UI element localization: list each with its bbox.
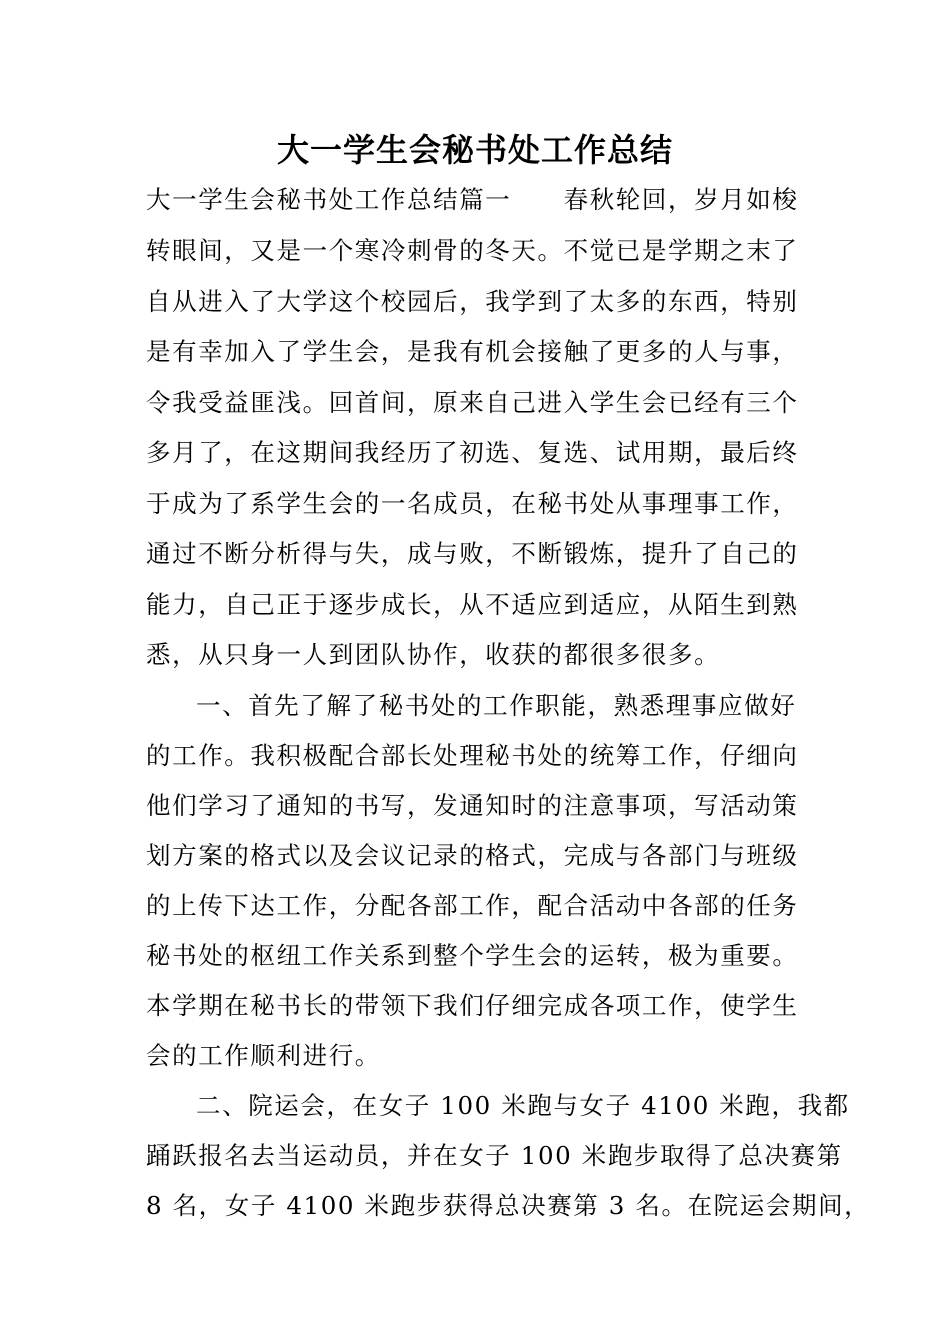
paragraph-line: 通过不断分析得与失，成与败，不断锻炼，提升了自己的 xyxy=(146,539,799,568)
paragraph-line: 是有幸加入了学生会，是我有机会接触了更多的人与事， xyxy=(146,337,799,366)
paragraph-line: 会的工作顺利进行。 xyxy=(146,1041,381,1070)
document-title: 大一学生会秘书处工作总结 xyxy=(276,131,673,169)
paragraph-line: 于成为了系学生会的一名成员，在秘书处从事理事工作， xyxy=(146,489,799,518)
paragraph-line: 令我受益匪浅。回首间，原来自己进入学生会已经有三个 xyxy=(146,388,799,417)
paragraph-line: 多月了，在这期间我经历了初选、复选、试用期，最后终 xyxy=(146,438,799,467)
paragraph-line: 二、院运会，在女子 100 米跑与女子 4100 米跑，我都 xyxy=(196,1091,850,1120)
paragraph-line: 一、首先了解了秘书处的工作职能，熟悉理事应做好 xyxy=(196,691,797,720)
paragraph-line: 秘书处的枢纽工作关系到整个学生会的运转，极为重要。 xyxy=(146,941,799,970)
paragraph-line: 划方案的格式以及会议记录的格式，完成与各部门与班级 xyxy=(146,841,799,870)
paragraph-line: 8 名，女子 4100 米跑步获得总决赛第 3 名。在院运会期间， xyxy=(146,1191,871,1220)
paragraph-line: 悉，从只身一人到团队协作，收获的都很多很多。 xyxy=(146,640,721,669)
paragraph-line: 他们学习了通知的书写，发通知时的注意事项，写活动策 xyxy=(146,791,799,820)
paragraph-line: 自从进入了大学这个校园后，我学到了太多的东西，特别 xyxy=(146,287,799,316)
paragraph-line: 能力，自己正于逐步成长，从不适应到适应，从陌生到熟 xyxy=(146,590,799,619)
paragraph-line: 踊跃报名去当运动员，并在女子 100 米跑步取得了总决赛第 xyxy=(146,1141,843,1170)
paragraph-line: 的工作。我积极配合部长处理秘书处的统筹工作，仔细向 xyxy=(146,741,799,770)
paragraph-line: 大一学生会秘书处工作总结篇一 春秋轮回，岁月如梭 xyxy=(146,185,799,214)
paragraph-line: 转眼间，又是一个寒冷刺骨的冬天。不觉已是学期之末了 xyxy=(146,236,799,265)
paragraph-line: 本学期在秘书长的带领下我们仔细完成各项工作，使学生 xyxy=(146,991,799,1020)
paragraph-line: 的上传下达工作，分配各部工作，配合活动中各部的任务 xyxy=(146,891,799,920)
